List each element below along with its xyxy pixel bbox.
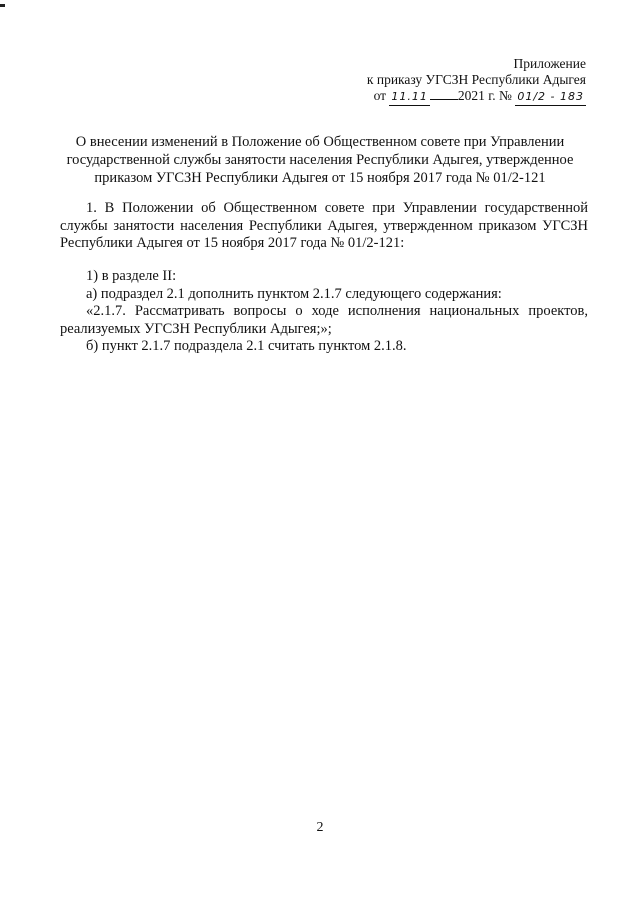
order-reference: к приказу УГСЗН Республики Адыгея [366, 72, 586, 87]
list-item: 1) в разделе II: [86, 268, 177, 284]
page-number: 2 [316, 820, 324, 835]
document-title: О внесении изменений в Положение об Общественном совете при Управлении государственной службы занятости населения Республики Адыгея, утвержденное приказом УГСЗН Республики Адыгея от 15 ноября 2017 года № 01/2-121 [66, 134, 574, 186]
year-and-number-label: 2021 г. № [457, 88, 512, 103]
list-item: а) подраздел 2.1 дополнить пунктом 2.1.7 следующего содержания: [86, 285, 502, 302]
paragraph-1: 1. В Положении об Общественном совете при Управлении государственной службы занятости населения Республики Адыгея, утвержденном приказом УГСЗН Республики Адыгея от 15 ноября 2017 года № 01/2-121: [60, 200, 588, 251]
appendix-label: Приложение [513, 56, 586, 71]
appendix-header [367, 56, 586, 106]
list-item: «2.1.7. Рассматривать вопросы о ходе исполнения национальных проектов, реализуемых УГСЗН Республики Адыгея;»; [60, 303, 588, 337]
amendment-list [60, 268, 588, 356]
scan-artifact [0, 4, 5, 7]
intro-paragraph [60, 200, 588, 253]
date-prefix: от [373, 88, 387, 103]
date-blank-line [430, 99, 458, 100]
list-item: б) пункт 2.1.7 подраздела 2.1 считать пунктом 2.1.8. [86, 338, 407, 354]
order-date-number [367, 88, 586, 106]
handwritten-order-number: 01/2 - 183 [515, 89, 586, 106]
handwritten-date: 11.11 [389, 89, 430, 106]
